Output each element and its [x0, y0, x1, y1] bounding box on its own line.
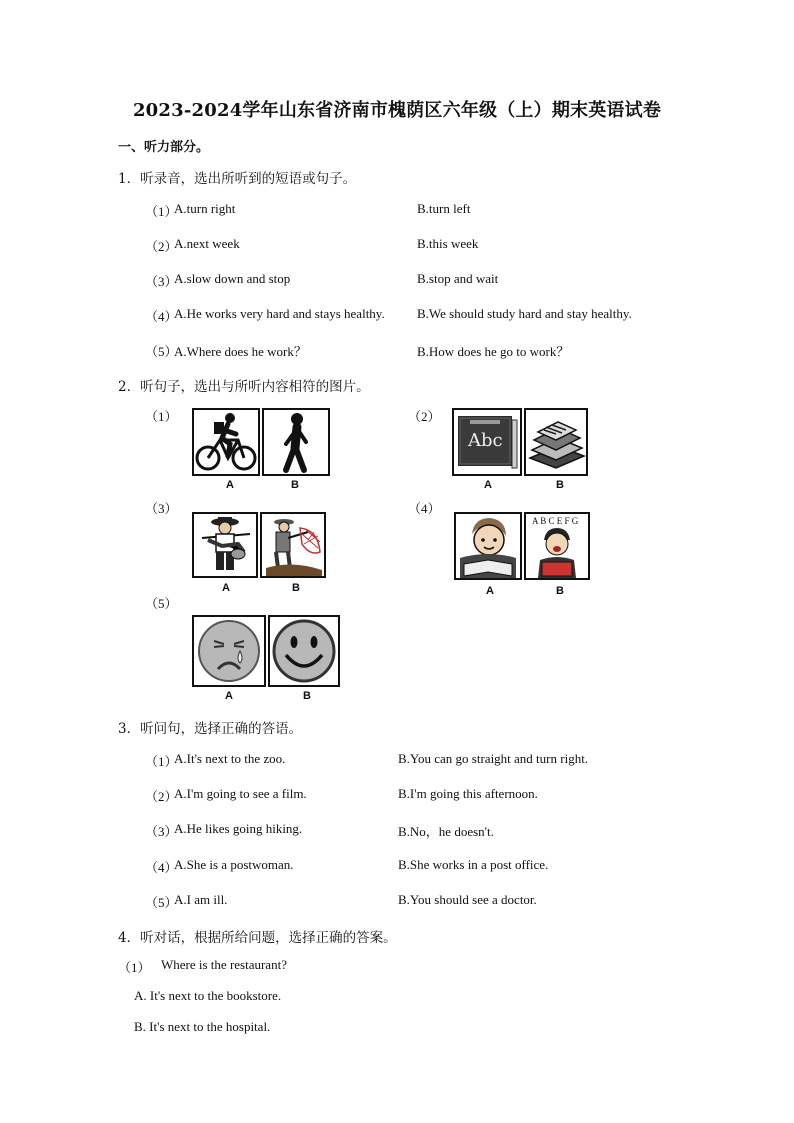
option-a[interactable]: A.He likes going hiking.	[174, 821, 303, 836]
item-number: （1）	[145, 754, 178, 769]
picture-label-a: A	[225, 690, 233, 702]
item-number: （1）	[118, 960, 151, 975]
picture-label-b: B	[556, 479, 564, 491]
picture-label-b: B	[303, 690, 311, 702]
item-number: （2）	[145, 789, 178, 804]
picture-option-b[interactable]	[268, 615, 340, 687]
picture-label-b: B	[292, 582, 300, 594]
option-b[interactable]: B.No，he doesn't.	[398, 824, 494, 839]
item-number: （4）	[408, 501, 441, 516]
option-b[interactable]: B.How does he go to work？	[417, 344, 570, 359]
item-number: （1）	[145, 204, 178, 219]
farmer-icon	[194, 514, 256, 576]
option-a[interactable]: A.next week	[174, 236, 240, 251]
item-number: （5）	[145, 344, 178, 359]
option-b[interactable]: B.You can go straight and turn right.	[398, 751, 589, 766]
item-number: （3）	[145, 274, 178, 289]
item-number: （5）	[145, 895, 178, 910]
picture-option-a[interactable]	[192, 408, 260, 476]
picture-option-a[interactable]	[192, 512, 258, 578]
cyclist-icon	[194, 410, 258, 474]
picture-option-a[interactable]	[192, 615, 266, 687]
walking-person-icon	[264, 410, 328, 474]
picture-label-a: A	[222, 582, 230, 594]
item-number: （4）	[145, 860, 178, 875]
happy-face-icon	[270, 617, 338, 685]
newspaper-stack-icon	[526, 410, 586, 474]
option-a[interactable]: A.It's next to the zoo.	[174, 751, 286, 766]
option-a[interactable]: A.turn right	[174, 201, 236, 216]
option-b[interactable]: B.turn left	[417, 201, 471, 216]
question-2-stem: 2．听句子，选出与所听内容相符的图片。	[118, 379, 370, 395]
picture-label-a: A	[486, 585, 494, 597]
question-1-stem: 1．听录音，选出所听到的短语或句子。	[118, 171, 357, 187]
question-3-stem: 3．听问句，选择正确的答语。	[118, 721, 303, 737]
question-4-stem: 4．听对话，根据所给问题，选择正确的答案。	[118, 930, 397, 946]
option-a[interactable]: A.I am ill.	[174, 892, 228, 907]
item-number: （5）	[145, 596, 178, 611]
option-b[interactable]: B.We should study hard and stay healthy.	[417, 306, 632, 321]
option-b[interactable]: B.You should see a doctor.	[398, 892, 537, 907]
option-b[interactable]: B.She works in a post office.	[398, 857, 549, 872]
section-heading: 一、听力部分。	[118, 140, 210, 155]
item-number: （2）	[408, 409, 441, 424]
option-b[interactable]: B.this week	[417, 236, 479, 251]
option-b[interactable]: B. It's next to the hospital.	[134, 1019, 271, 1034]
item-number: （2）	[145, 239, 178, 254]
option-a[interactable]: A.She is a postwoman.	[174, 857, 294, 872]
picture-label-a: A	[484, 479, 492, 491]
boy-reading-icon	[456, 514, 520, 578]
option-b[interactable]: B.I'm going this afternoon.	[398, 786, 538, 801]
picture-label-a: A	[226, 479, 234, 491]
picture-option-b[interactable]	[262, 408, 330, 476]
option-b[interactable]: B.stop and wait	[417, 271, 499, 286]
item-number: （3）	[145, 824, 178, 839]
picture-option-a[interactable]	[452, 408, 522, 476]
picture-option-b[interactable]	[524, 408, 588, 476]
picture-label-b: B	[291, 479, 299, 491]
floating-letters: A B C E F G	[532, 516, 579, 526]
book-title: Abc	[468, 430, 503, 451]
fisherman-icon	[262, 514, 324, 576]
picture-label-b: B	[556, 585, 564, 597]
sad-face-icon	[194, 617, 264, 685]
item-number: （4）	[145, 309, 178, 324]
q4-question: Where is the restaurant?	[161, 957, 287, 972]
option-a[interactable]: A.slow down and stop	[174, 271, 291, 286]
item-number: （1）	[145, 409, 178, 424]
picture-option-b[interactable]	[260, 512, 326, 578]
option-a[interactable]: A.I'm going to see a film.	[174, 786, 307, 801]
option-a[interactable]: A. It's next to the bookstore.	[134, 988, 282, 1003]
picture-option-a[interactable]	[454, 512, 522, 580]
option-a[interactable]: A.Where does he work？	[174, 344, 307, 359]
page-title: 2023-2024学年山东省济南市槐荫区六年级（上）期末英语试卷	[132, 100, 662, 121]
item-number: （3）	[145, 501, 178, 516]
picture-option-b[interactable]	[524, 512, 590, 580]
option-a[interactable]: A.He works very hard and stays healthy.	[174, 306, 385, 321]
